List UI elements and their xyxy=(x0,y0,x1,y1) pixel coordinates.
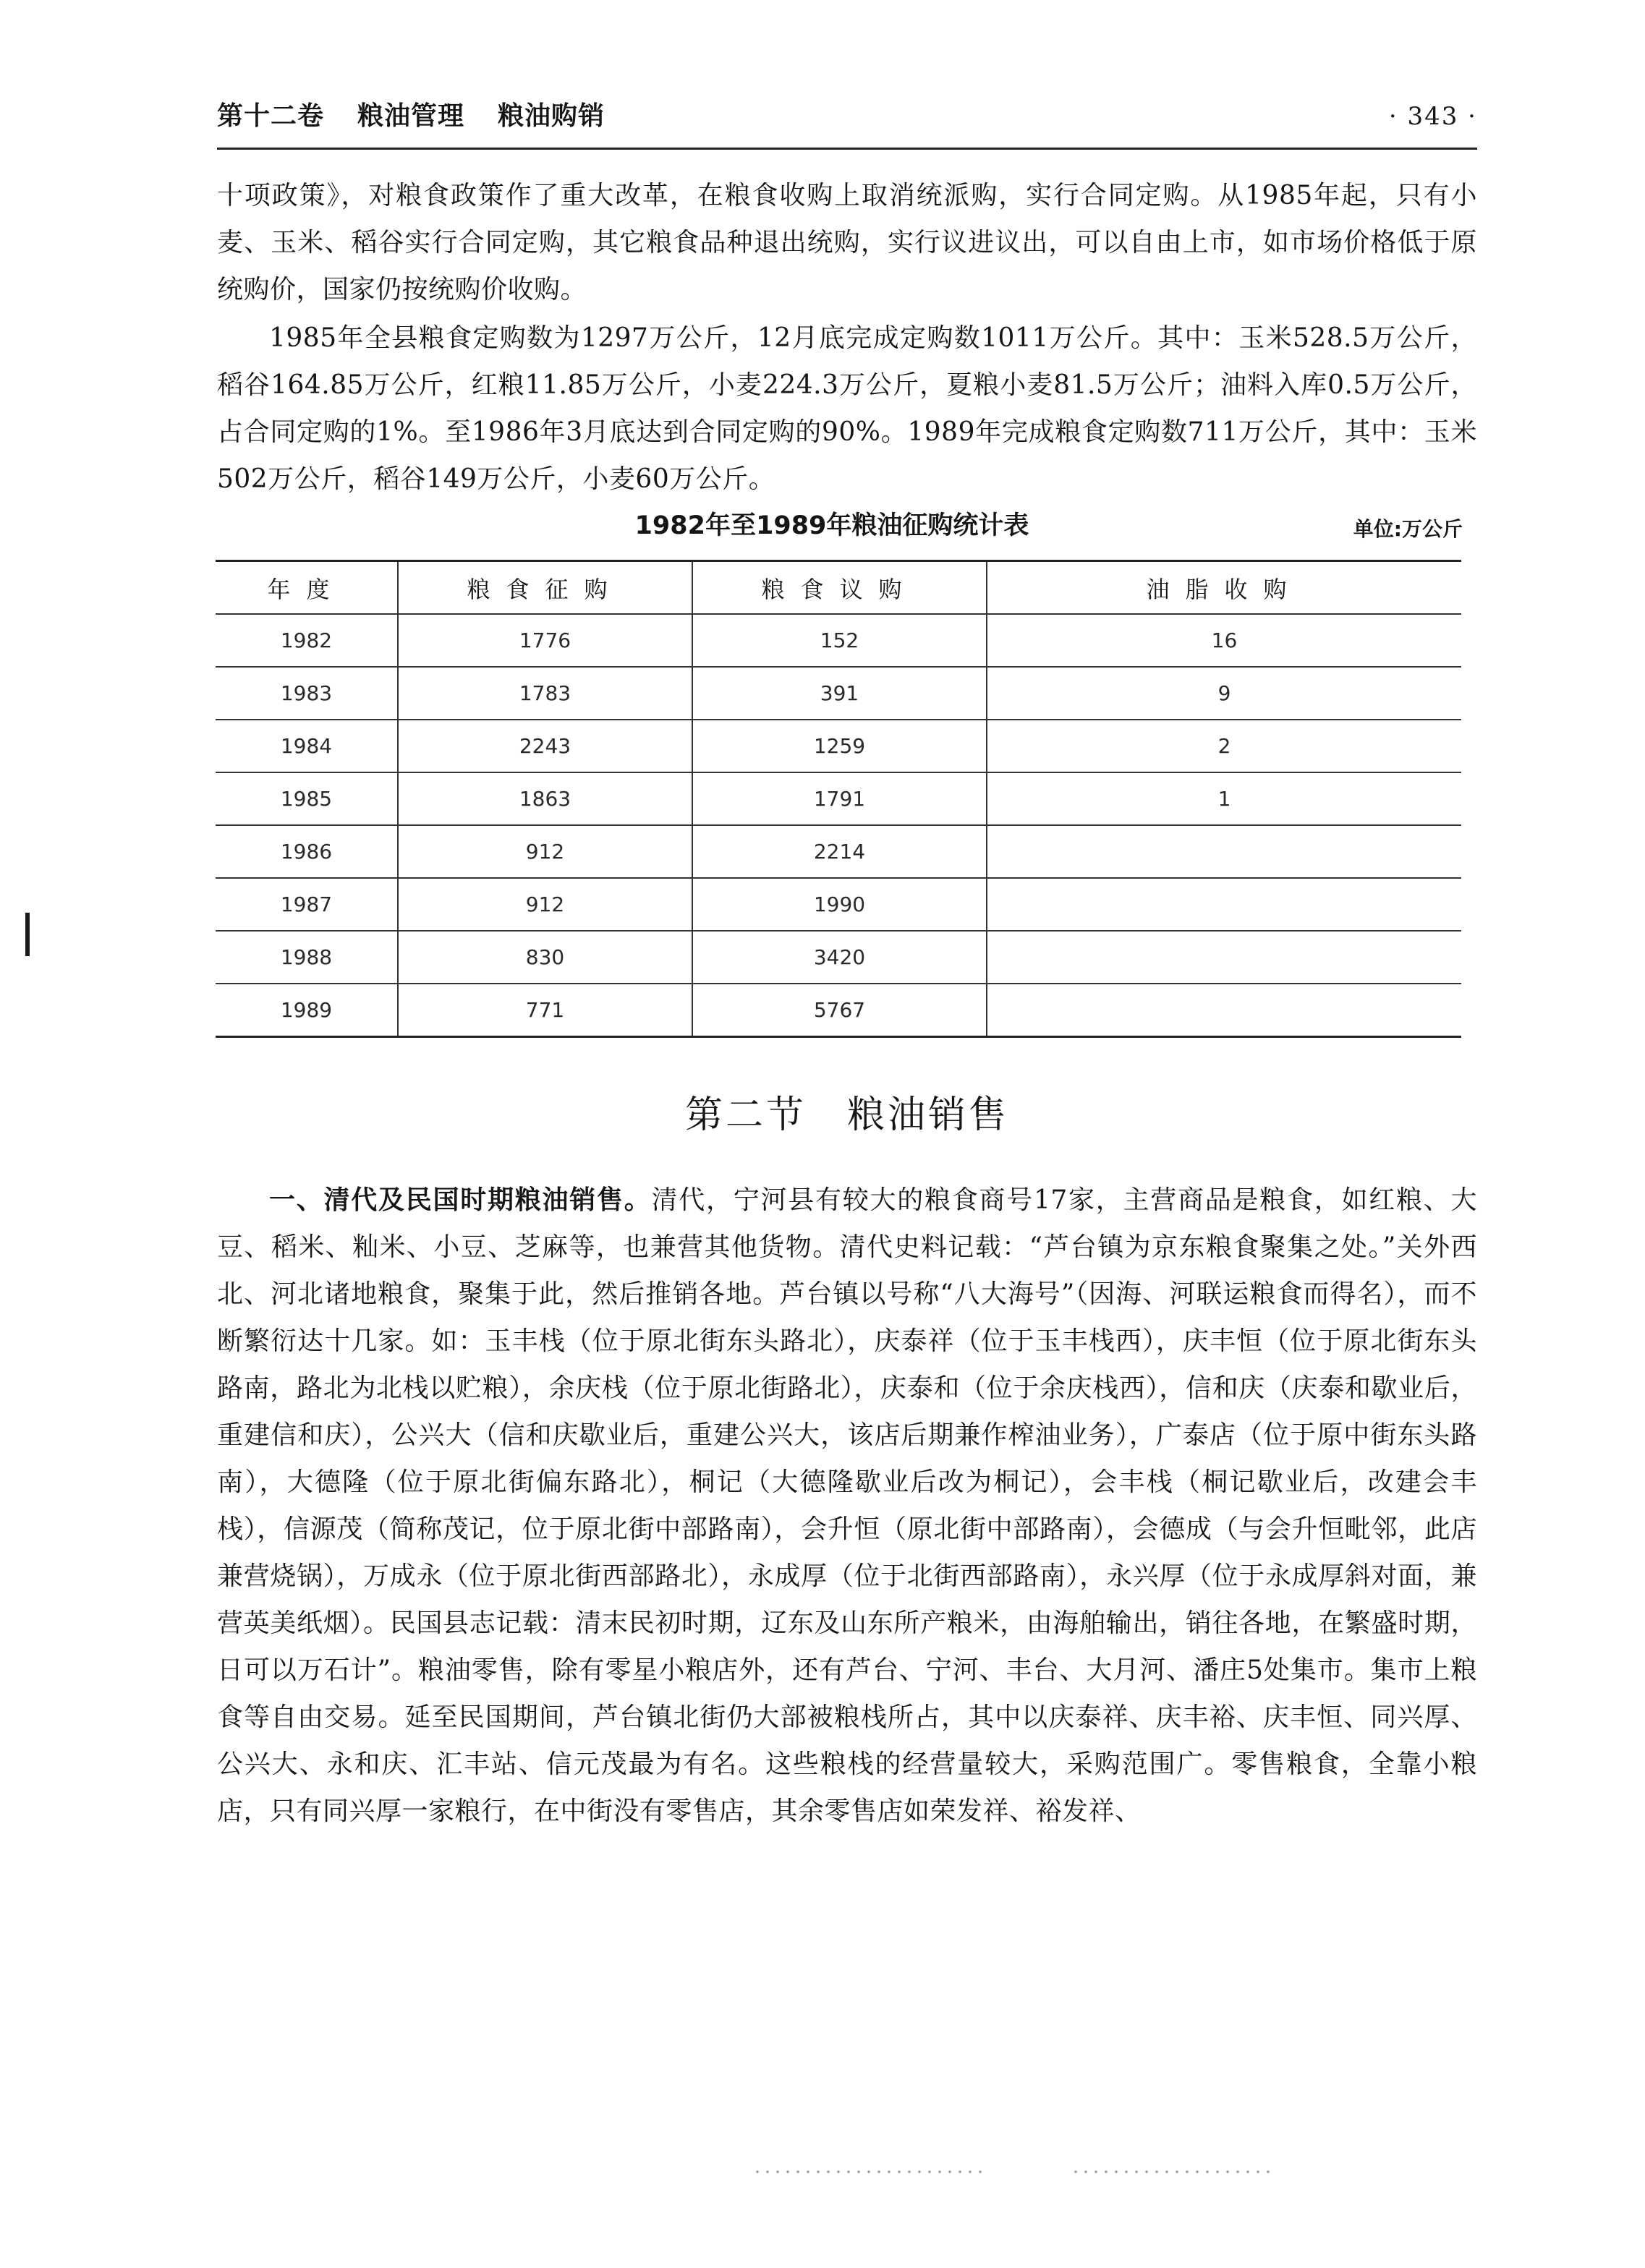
paragraph-policy-reform: 十项政策》，对粮食政策作了重大改革，在粮食收购上取消统派购，实行合同定购。从1985年起，只有小麦、玉米、稻谷实行合同定购，其它粮食品种退出统购，实行议进议出，可以自由上市，如市场价格低于原统购价，国家仍按统购价收购。 xyxy=(217,181,1477,304)
cell-grain-requisition: 1783 xyxy=(398,667,692,720)
cell-year: 1984 xyxy=(216,720,398,772)
table-row xyxy=(216,720,1461,772)
column-header-oil-purchase: 油脂收购 xyxy=(987,561,1461,615)
table-row xyxy=(216,931,1461,984)
cell-grain-negotiated: 1990 xyxy=(692,878,987,931)
cell-grain-requisition: 1863 xyxy=(398,772,692,825)
scan-dots xyxy=(1071,2170,1273,2174)
cell-oil-purchase xyxy=(987,878,1461,931)
cell-year: 1989 xyxy=(216,984,398,1037)
cell-grain-negotiated: 2214 xyxy=(692,825,987,878)
cell-year: 1985 xyxy=(216,772,398,825)
header-chapter: 粮油管理 xyxy=(357,101,465,131)
subsection-body: 清代，宁河县有较大的粮食商号17家，主营商品是粮食，如红粮、大豆、稻米、籼米、小豆、芝麻等，也兼营其他货物。清代史料记载：“芦台镇为京东粮食聚集之处。”关外西北、河北诸地粮食，聚集于此，然后推销各地。芦台镇以号称“八大海号”（因海、河联运粮食而得名），而不断繁衍达十几家。如：玉丰栈（位于原北街东头路北），庆泰祥（位于玉丰栈西），庆丰恒（位于原北街东头路南，路北为北栈以贮粮），余庆栈（位于原北街路北），庆泰和（位于余庆栈西），信和庆（庆泰和歇业后，重建信和庆），公兴大（信和庆歇业后，重建公兴大，该店后期兼作榨油业务），广泰店（位于原中街东头路南），大德隆（位于原北街偏东路北），桐记（大德隆歇业后改为桐记），会丰栈（桐记歇业后，改建会丰栈），信源茂（简称茂记，位于原北街中部路南），会升恒（原北街中部路南），会德成（与会升恒毗邻，此店兼营烧锅），万成永（位于原北街西部路北），永成厚（位于北街西部路南），永兴厚（位于永成厚斜对面，兼营英美纸烟）。民国县志记载：清末民初时期，辽东及山东所产粮米，由海舶输出，销往各地，在繁盛时期，日可以万石计”。粮油零售，除有零星小粮店外，还有芦台、宁河、丰台、大月河、潘庄5处集市。集市上粮食等自由交易。延至民国期间，芦台镇北街仍大部被粮栈所占，其中以庆泰祥、庆丰裕、庆丰恒、同兴厚、公兴大、永和庆、汇丰站、信元茂最为有名。这些粮栈的经营量较大，采购范围广。零售粮食，全靠小粮店，只有同兴厚一家粮行，在中街没有零售店，其余零售店如荣发祥、裕发祥、 xyxy=(217,1185,1477,1826)
cell-grain-negotiated: 5767 xyxy=(692,984,987,1037)
cell-oil-purchase: 1 xyxy=(987,772,1461,825)
header-divider xyxy=(217,148,1477,150)
scan-dots xyxy=(752,2170,984,2174)
section-number: 第二节 xyxy=(684,1094,807,1137)
cell-year: 1982 xyxy=(216,614,398,667)
cell-year: 1983 xyxy=(216,667,398,720)
header-titles xyxy=(217,95,638,137)
cell-grain-requisition: 830 xyxy=(398,931,692,984)
header-section: 粮油购销 xyxy=(498,101,605,131)
cell-oil-purchase xyxy=(987,984,1461,1037)
grain-oil-purchase-table xyxy=(216,560,1461,1038)
paragraph-qing-republic-sales xyxy=(217,1177,1477,1835)
subsection-heading: 一、清代及民国时期粮油销售。 xyxy=(269,1185,652,1215)
cell-grain-requisition: 771 xyxy=(398,984,692,1037)
cell-oil-purchase: 9 xyxy=(987,667,1461,720)
cell-grain-negotiated: 1259 xyxy=(692,720,987,772)
cell-year: 1986 xyxy=(216,825,398,878)
cell-grain-requisition: 1776 xyxy=(398,614,692,667)
running-header xyxy=(217,95,1477,137)
table-unit: 单位:万公斤 xyxy=(1353,517,1463,541)
table-title: 1982年至1989年粮油征购统计表 xyxy=(634,511,1029,540)
column-header-grain-requisition: 粮食征购 xyxy=(398,561,692,615)
page-number: · 343 · xyxy=(1388,102,1477,131)
cell-grain-negotiated: 3420 xyxy=(692,931,987,984)
table-row xyxy=(216,825,1461,878)
cell-grain-requisition: 2243 xyxy=(398,720,692,772)
cell-grain-requisition: 912 xyxy=(398,878,692,931)
header-volume: 第十二卷 xyxy=(217,101,325,131)
table-row xyxy=(216,614,1461,667)
margin-scan-mark xyxy=(25,913,30,956)
cell-grain-negotiated: 1791 xyxy=(692,772,987,825)
paragraph-1985-purchase: 1985年全县粮食定购数为1297万公斤，12月底完成定购数1011万公斤。其中：玉米528.5万公斤，稻谷164.85万公斤，红粮11.85万公斤，小麦224.3万公斤，夏粮小麦81.5万公斤；油料入库0.5万公斤，占合同定购的1%。至1986年3月底达到合同定购的90%。1989年完成粮食定购数711万公斤，其中：玉米502万公斤，稻谷149万公斤，小麦60万公斤。 xyxy=(217,323,1477,494)
table-header-row xyxy=(216,561,1461,615)
table-row xyxy=(216,984,1461,1037)
column-header-year: 年度 xyxy=(267,575,346,603)
cell-grain-negotiated: 152 xyxy=(692,614,987,667)
cell-grain-requisition: 912 xyxy=(398,825,692,878)
cell-oil-purchase xyxy=(987,825,1461,878)
table-row xyxy=(216,667,1461,720)
table-row xyxy=(216,772,1461,825)
cell-oil-purchase: 2 xyxy=(987,720,1461,772)
cell-oil-purchase: 16 xyxy=(987,614,1461,667)
cell-year: 1988 xyxy=(216,931,398,984)
cell-grain-negotiated: 391 xyxy=(692,667,987,720)
section-heading xyxy=(217,1086,1477,1144)
cell-oil-purchase xyxy=(987,931,1461,984)
column-header-grain-negotiated: 粮食议购 xyxy=(692,561,987,615)
table-row xyxy=(216,878,1461,931)
section-title: 粮油销售 xyxy=(847,1094,1010,1137)
cell-year: 1987 xyxy=(216,878,398,931)
